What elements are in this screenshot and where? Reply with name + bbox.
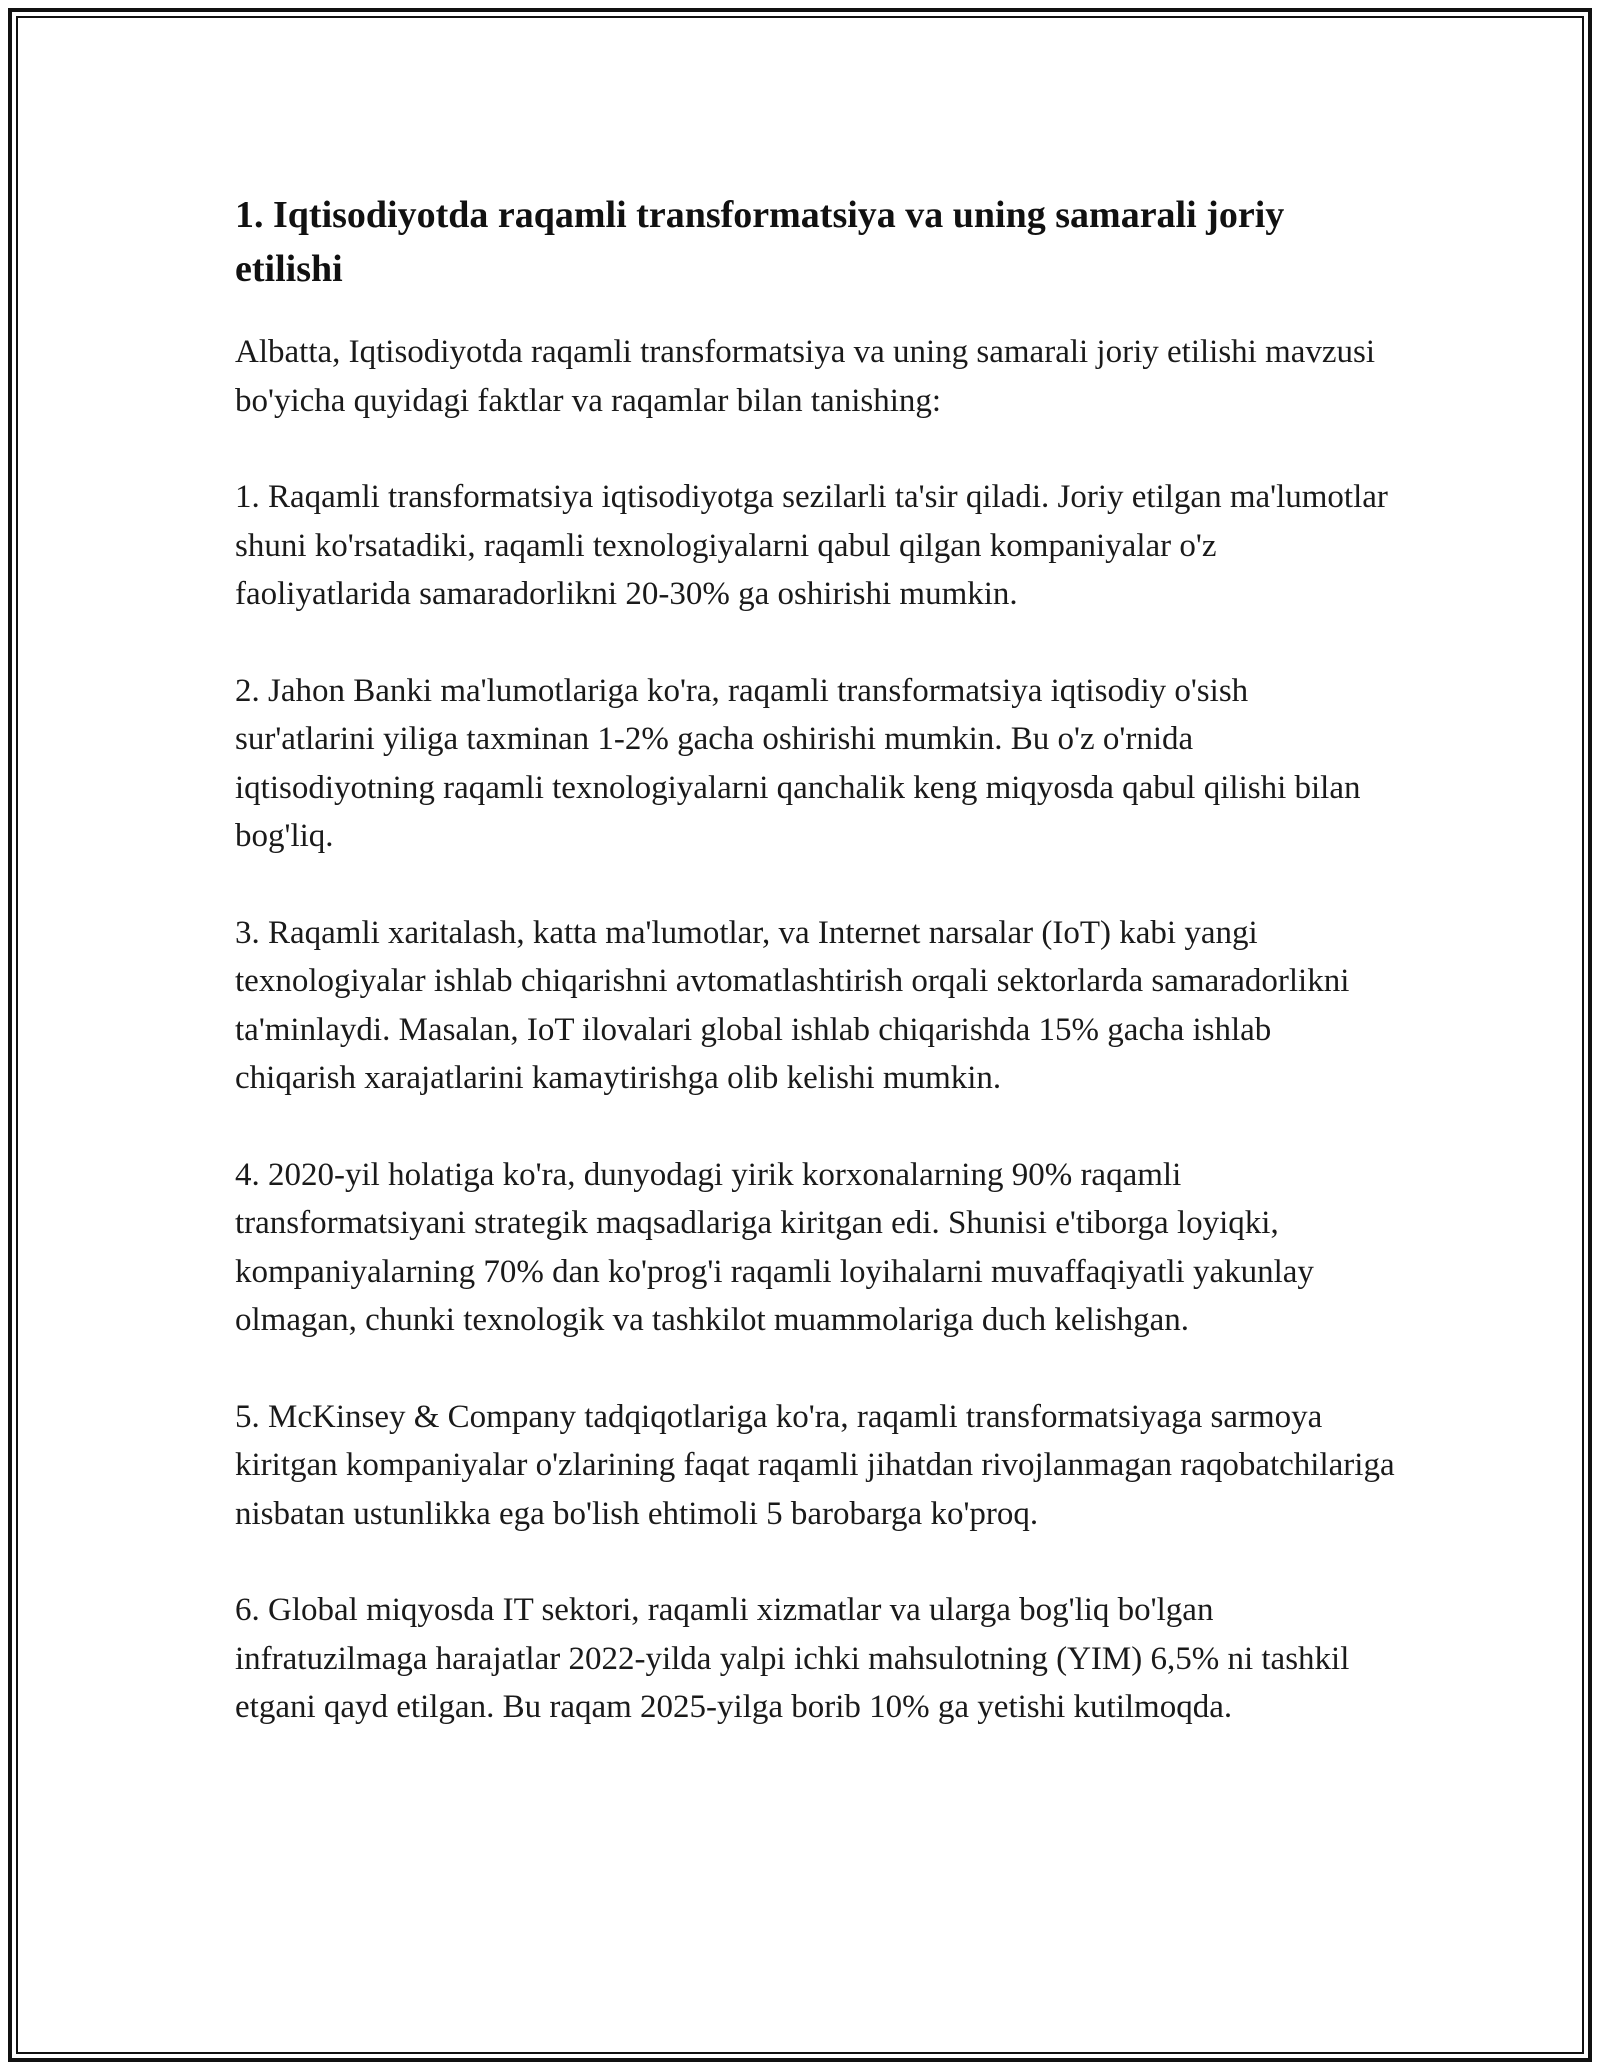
- fact-paragraph-4: 4. 2020-yil holatiga ko'ra, dunyodagi yirik korxonalarning 90% raqamli transformatsiyani strategik maqsadlariga kiritgan edi. Shunisi e'tiborga loyiqki, kompaniyalarning 70% dan ko'prog'i raqamli loyihalarni muvaffaqiyatli yakunlay olmagan, chunki texnologik va tashkilot muammolariga duch kelishgan.: [235, 1156, 1314, 1338]
- fact-paragraph-3: 3. Raqamli xaritalash, katta ma'lumotlar, va Internet narsalar (IoT) kabi yangi texnologiyalar ishlab chiqarishni avtomatlashtirish orqali sektorlarda samaradorlikni ta'minlaydi. Masalan, IoT ilovalari global ishlab chiqarishda 15% gacha ishlab chiqarish xarajatlarini kamaytirishga olib kelishi mumkin.: [235, 914, 1350, 1096]
- fact-paragraph-1: 1. Raqamli transformatsiya iqtisodiyotga sezilarli ta'sir qiladi. Joriy etilgan ma'lumotlar shuni ko'rsatadiki, raqamli texnologiyalarni qabul qilgan kompaniyalar o'z faoliyatlarida samaradorlikni 20-30% ga oshirishi mumkin.: [235, 479, 1388, 612]
- intro-paragraph: Albatta, Iqtisodiyotda raqamli transformatsiya va uning samarali joriy etilishi mavzusi bo'yicha quyidagi faktlar va raqamlar bilan tanishing:: [235, 334, 1376, 419]
- fact-paragraph-6: 6. Global miqyosda IT sektori, raqamli xizmatlar va ularga bog'liq bo'lgan infratuzilmaga harajatlar 2022-yilda yalpi ichki mahsulotning (YIM) 6,5% ni tashkil etgani qayd etilgan. Bu raqam 2025-yilga borib 10% ga yetishi kutilmoqda.: [235, 1592, 1350, 1725]
- fact-paragraph-2: 2. Jahon Banki ma'lumotlariga ko'ra, raqamli transformatsiya iqtisodiy o'sish sur'atlarini yiliga taxminan 1-2% gacha oshirishi mumkin. Bu o'z o'rnida iqtisodiyotning raqamli texnologiyalarni qanchalik keng miqyosda qabul qilishi bilan bog'liq.: [235, 672, 1361, 854]
- document-body: [235, 188, 1395, 1732]
- fact-paragraph-5: 5. McKinsey & Company tadqiqotlariga ko'ra, raqamli transformatsiyaga sarmoya kiritgan kompaniyalar o'zlarining faqat raqamli jihatdan rivojlanmagan raqobatchilariga nisbatan ustunlikka ega bo'lish ehtimoli 5 barobarga ko'proq.: [235, 1398, 1395, 1532]
- document-title: 1. Iqtisodiyotda raqamli transformatsiya va uning samarali joriy etilishi: [235, 194, 1285, 290]
